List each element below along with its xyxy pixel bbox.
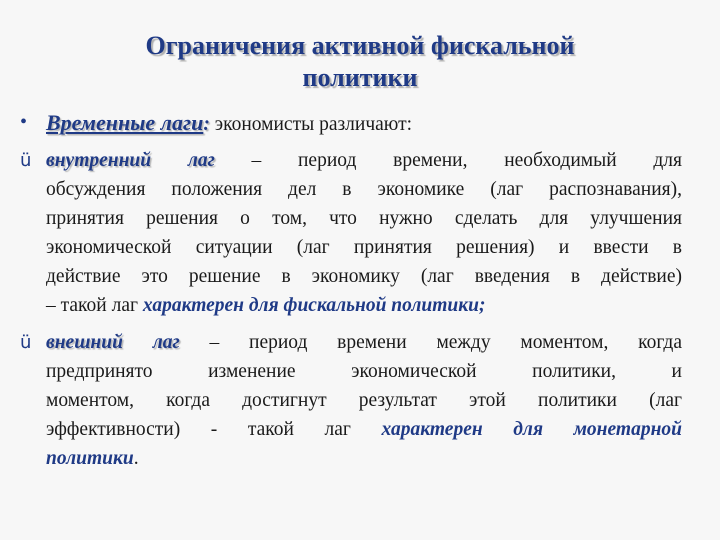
- item1-term: внутренний лаг: [46, 150, 215, 171]
- item2-term: внешний лаг: [46, 332, 180, 353]
- title-line-1: Ограничения активной фискальной: [145, 31, 575, 60]
- slide-title: [40, 30, 680, 94]
- item2-emphasis-end: политики: [46, 448, 134, 469]
- item1-line-3: принятия решения о том, что нужно сделать для улучшения: [46, 208, 682, 229]
- item2-line4-prefix: эффективности) - такой лаг: [46, 419, 382, 440]
- item1-line-1: [46, 146, 682, 175]
- item1-line-6: [46, 291, 682, 320]
- bullet-term: Временные лаги: [46, 110, 204, 135]
- bullet-line: [46, 108, 682, 139]
- bullet-marker: •: [20, 111, 28, 133]
- item2-line-2: предпринято изменение экономической политики, и: [46, 361, 682, 382]
- item1-emphasis: характерен для фискальной политики;: [142, 295, 486, 316]
- title-line-2: политики: [302, 63, 418, 92]
- bullet-colon: :: [203, 114, 210, 135]
- item2-emphasis: характерен для монетарной: [381, 419, 682, 440]
- item1-line-2: обсуждения положения дел в экономике (лаг распознавания),: [46, 179, 682, 200]
- item1-line-4: экономической ситуации (лаг принятия решения) и ввести в: [46, 237, 682, 258]
- item1-line-5: действие это решение в экономику (лаг введения в действие): [46, 266, 682, 287]
- item2-line-1: [46, 328, 682, 357]
- item2-line-5: [46, 444, 682, 473]
- check-icon: ü: [20, 150, 32, 171]
- item2-line5-end: .: [133, 448, 139, 469]
- check-icon: ü: [20, 332, 32, 353]
- bullet-text: экономисты различают:: [209, 114, 413, 135]
- item1-line1-rest: – период времени, необходимый для: [214, 150, 682, 171]
- item2-line1-rest: – период времени между моментом, когда: [179, 332, 682, 353]
- item2-line-4: [46, 415, 682, 444]
- item2-line-3: моментом, когда достигнут результат этой политики (лаг: [46, 390, 682, 411]
- item1-line6-prefix: – такой лаг: [46, 295, 143, 316]
